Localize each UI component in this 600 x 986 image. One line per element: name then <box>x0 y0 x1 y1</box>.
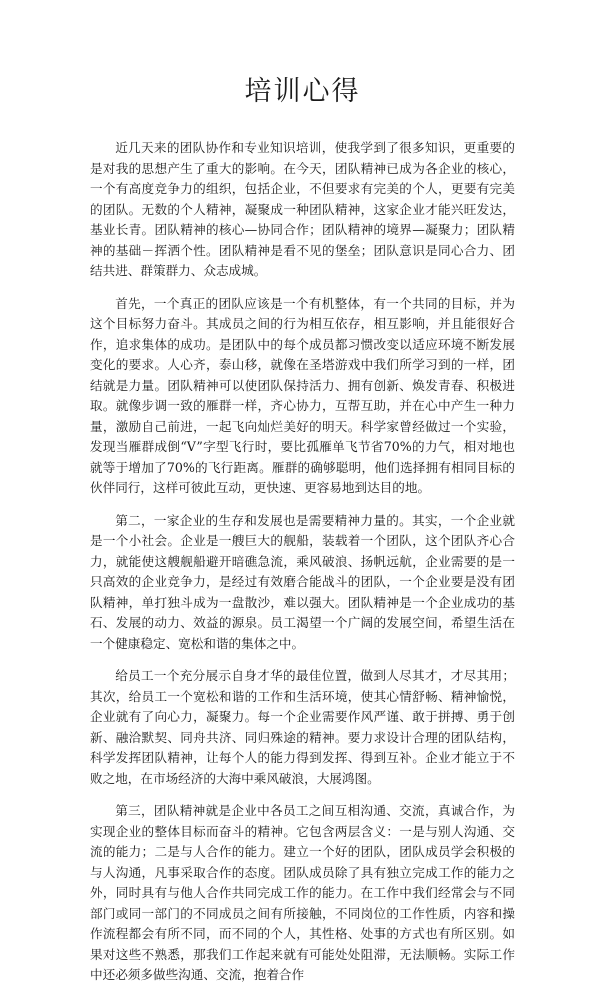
paragraph-2: 首先，一个真正的团队应该是一个有机整体，有一个共同的目标，并为这个目标努力奋斗。其成员之间的行为相互依存，相互影响，并且能很好合作，追求集体的成功。是团队中的每个成员都习惯改变以适应环境不断发展变化的要求。人心齐，泰山移，就像在圣塔游戏中我们所学习到的一样，团结就是力量。团队精神可以使团队保持活力、拥有创新、焕发青春、积极进取。就像步调一致的雁群一样，齐心协力，互帮互助，并在心中产生一种力量，激励自己前进，一起飞向灿烂美好的明天。科学家曾经做过一个实验，发现当雁群成倒“V”字型飞行时，要比孤雁单飞节省70%的力气，相对地也就等于增加了70%的飞行距离。雁群的确够聪明，他们选择拥有相同目标的伙伴同行，这样可彼此互动，更快速、更容易地到达目的地。 <box>90 295 515 495</box>
paragraph-3: 第二，一家企业的生存和发展也是需要精神力量的。其实，一个企业就是一个小社会。企业是一艘巨大的舰船，装载着一个团队，这个团队齐心合力，就能使这艘舰船避开暗礁急流，乘风破浪、扬帆远航，企业需要的是一只高效的企业竞争力，是经过有效磨合能战斗的团队，一个企业要是没有团队精神，单打独斗成为一盘散沙，难以强大。团队精神是一个企业成功的基石、发展的动力、效益的源泉。员工渴望一个广阔的发展空间，希望生活在一个健康稳定、宽松和谐的集体之中。 <box>90 512 515 651</box>
paragraph-5: 第三，团队精神就是企业中各员工之间互相沟通、交流，真诚合作，为实现企业的整体目标而奋斗的精神。它包含两层含义：一是与别人沟通、交流的能力；二是与人合作的能力。建立一个好的团队，团队成员学会积极的与人沟通，凡事采取合作的态度。团队成员除了具有独立完成工作的能力之外，同时具有与他人合作共同完成工作的能力。在工作中我们经常会与不同部门或同一部门的不同成员之间有所接触，不同岗位的工作性质，内容和操作流程都会有所不同，而不同的个人，其性格、处事的方式也有所区别。如果对这些不熟悉，那我们工作起来就有可能处处阻滞，无法顺畅。实际工作中还必须多做些沟通、交流，抱着合作 <box>90 803 515 982</box>
paragraph-4: 给员工一个充分展示自身才华的最佳位置，做到人尽其才，才尽其用；其次，给员工一个宽松和谐的工作和生活环境，使其心情舒畅、精神愉悦，企业就有了向心力，凝聚力。每一个企业需要作风严谨、敢于拼搏、勇于创新、融洽默契、同舟共济、同归殊途的精神。要力求设计合理的团队结构，科学发挥团队精神，让每个人的能力得到发挥、得到互补。企业才能立于不败之地，在市场经济的大海中乘风破浪，大展鸿图。 <box>90 668 515 786</box>
paragraph-1: 近几天来的团队协作和专业知识培训，使我学到了很多知识，更重要的是对我的思想产生了重大的影响。在今天，团队精神已成为各企业的核心，一个有高度竞争力的组织，包括企业，不但要求有完美的个人，更要有完美的团队。无数的个人精神，凝聚成一种团队精神，这家企业才能兴旺发达，基业长青。团队精神的核心—协同合作；团队精神的境界—凝聚力；团队精神的基础－挥洒个性。团队精神是看不见的堡垒；团队意识是同心合力、团结共进、群策群力、众志成城。 <box>90 140 515 278</box>
document-title: 培训心得 <box>244 76 361 107</box>
